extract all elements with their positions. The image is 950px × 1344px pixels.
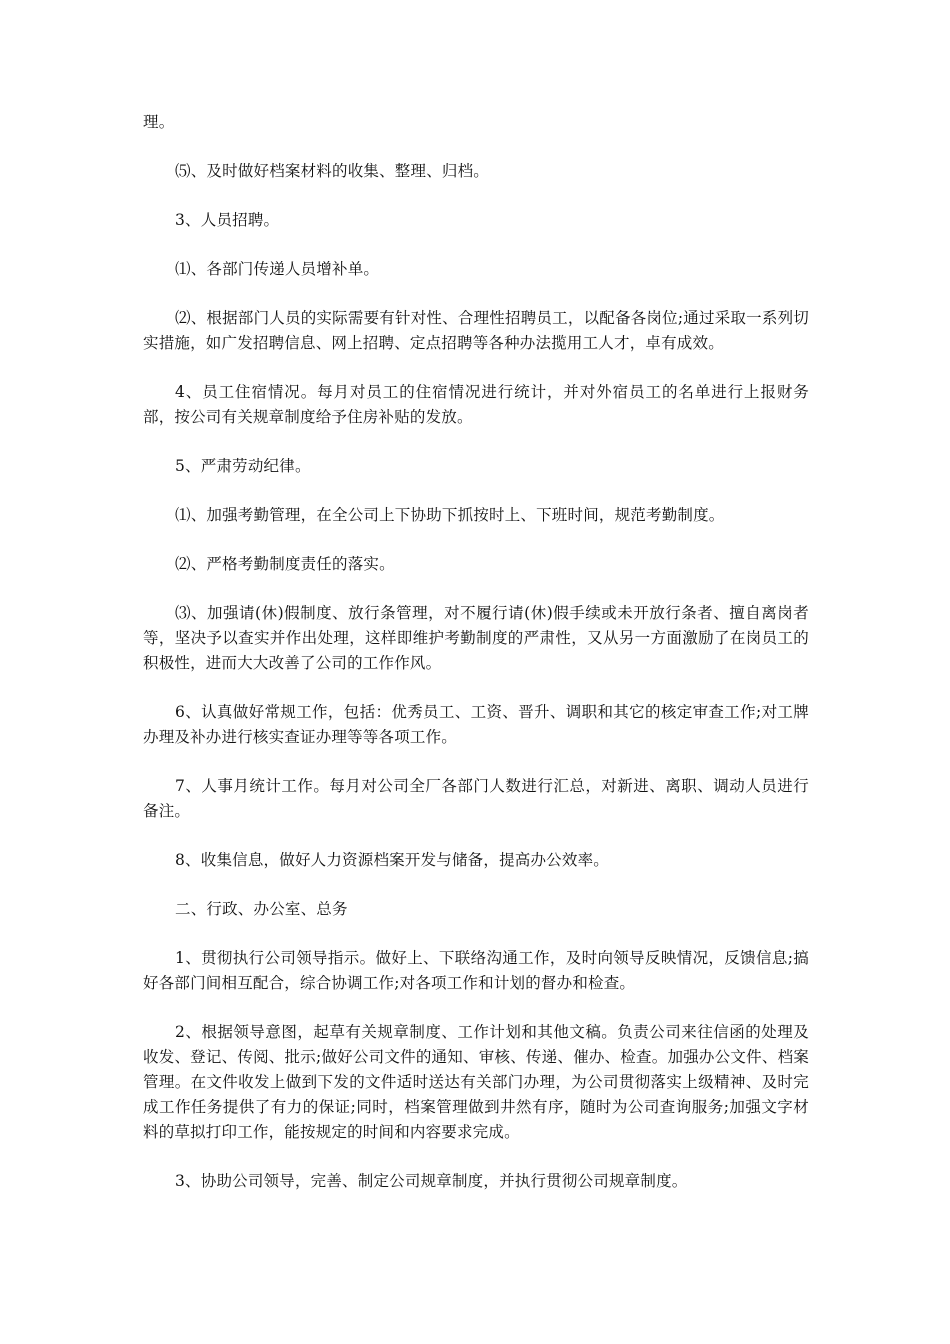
paragraph-item-1-attendance: ⑴、加强考勤管理，在全公司上下协助下抓按时上、下班时间，规范考勤制度。 — [175, 506, 725, 524]
paragraph-accommodation: 4、员工住宿情况。每月对员工的住宿情况进行统计，并对外宿员工的名单进行上报财务部，按公司有关规章制度给予住房补贴的发放。 — [143, 383, 809, 426]
section-heading-discipline: 5、严肃劳动纪律。 — [175, 457, 311, 475]
paragraph-item-3-leave: ⑶、加强请(休)假制度、放行条管理，对不履行请(休)假手续或未开放行条者、擅自离岗者等，坚决予以查实并作出处理，这样即维护考勤制度的严肃性，又从另一方面激励了在岗员工的积极性，进而大大改善了公司的工作作风。 — [143, 604, 809, 672]
paragraph-item-5-archives: ⑸、及时做好档案材料的收集、整理、归档。 — [175, 162, 490, 180]
paragraph-information: 8、收集信息，做好人力资源档案开发与储备，提高办公效率。 — [175, 851, 609, 869]
paragraph-item-2-responsibility: ⑵、严格考勤制度责任的落实。 — [175, 555, 395, 573]
paragraph-routine-work: 6、认真做好常规工作，包括：优秀员工、工资、晋升、调职和其它的核定审查工作;对工牌办理及补办进行核实查证办理等等各项工作。 — [143, 703, 809, 746]
document-page — [143, 110, 809, 1194]
paragraph-item-2-recruiting: ⑵、根据部门人员的实际需要有针对性、合理性招聘员工，以配备各岗位;通过采取一系列切实措施，如广发招聘信息、网上招聘、定点招聘等各种办法揽用工人才，卓有成效。 — [143, 309, 809, 352]
paragraph-continuation: 理。 — [143, 113, 175, 131]
paragraph-item-1-requisition: ⑴、各部门传递人员增补单。 — [175, 260, 380, 278]
section-heading-recruitment: 3、人员招聘。 — [175, 211, 280, 229]
paragraph-leadership-instructions: 1、贯彻执行公司领导指示。做好上、下联络沟通工作，及时向领导反映情况，反馈信息;搞好各部门间相互配合，综合协调工作;对各项工作和计划的督办和检查。 — [143, 949, 809, 992]
paragraph-regulations: 3、协助公司领导，完善、制定公司规章制度，并执行贯彻公司规章制度。 — [175, 1172, 688, 1190]
section-heading-administration: 二、行政、办公室、总务 — [175, 900, 348, 918]
paragraph-drafting-documents: 2、根据领导意图，起草有关规章制度、工作计划和其他文稿。负责公司来往信函的处理及收发、登记、传阅、批示;做好公司文件的通知、审核、传递、催办、检查。加强办公文件、档案管理。在文件收发上做到下发的文件适时送达有关部门办理，为公司贯彻落实上级精神、及时完成工作任务提供了有力的保证;同时，档案管理做到井然有序，随时为公司查询服务;加强文字材料的草拟打印工作，能按规定的时间和内容要求完成。 — [143, 1023, 809, 1141]
paragraph-monthly-statistics: 7、人事月统计工作。每月对公司全厂各部门人数进行汇总，对新进、离职、调动人员进行备注。 — [143, 777, 809, 820]
